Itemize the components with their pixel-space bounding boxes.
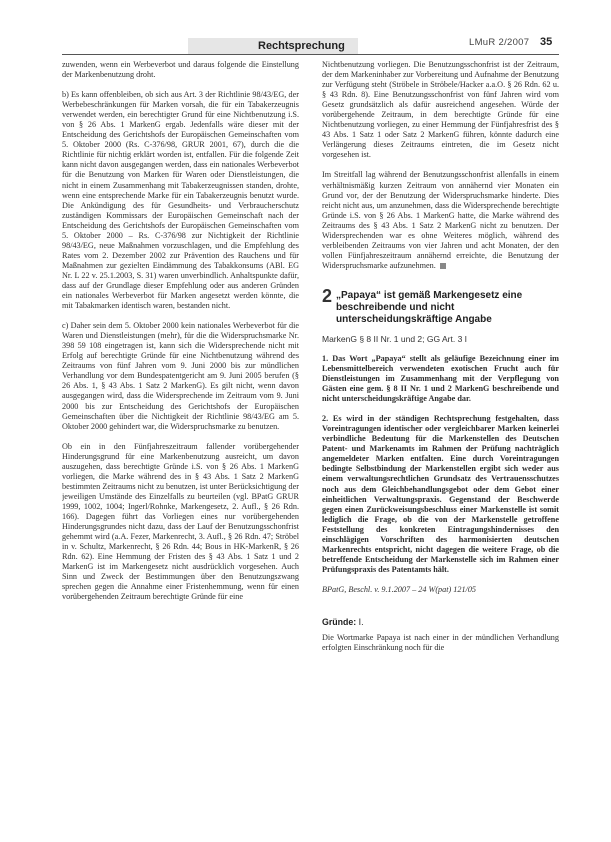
section-title-text: „Papaya“ ist gemäß Markengesetz eine beschreibende und nicht unterscheidungskräftige Angabe xyxy=(336,289,523,325)
section-number: 2 xyxy=(322,285,333,306)
reasons-numeral: I. xyxy=(358,616,364,627)
decision-citation: BPatG, Beschl. v. 9.1.2007 – 24 W(pat) 121/05 xyxy=(322,584,477,594)
header-rule xyxy=(62,54,559,55)
headnote: 2. Es wird in der ständigen Rechtsprechung festgehalten, dass Voreintragungen identischer oder vergleichbarer Marken keinerlei verbindliche Bedeutung für die Markenstellen des Deutschen Patent- und Markenamts im Rahmen der Prüfung nachträglich angemeldeter Marken entfalten. Eine durch Voreintragungen bedingte Selbstbindung der Markenstellen ergibt sich weder aus einem verwaltungsrechtlichen Grundsatz des Vertrauensschutzes noch aus dem Gleichbehandlungsgebot oder dem Gebot einer einheitlichen Verwaltungspraxis. Gegenstand der Beschwerde gegen einen Zurückweisungsbeschluss einer Markenstelle ist somit lediglich die Frage, ob die von der Markenstelle getroffene Feststellung des konkreten Eintragungshindernisses den einschlägigen Vorschriften des harmonisierten deutschen Markenrechts entspricht, nicht dagegen die weitere Frage, ob die betreffende Entscheidung der Markenstelle sich im Rahmen einer Prüfungspraxis des Patentamts hält. xyxy=(322,414,559,574)
headnote: 1. Das Wort „Papaya“ stellt als geläufige Bezeichnung einer im Lebensmittelbereich verwendeten exotischen Frucht auch für Dienstleistungen im Zusammenhang mit der Verpflegung von Gästen eine gem. § 8 II Nr. 1 und 2 MarkenG beschreibende und nicht unterscheidungskräftige Angabe dar. xyxy=(322,353,559,404)
reasons-heading xyxy=(322,617,559,627)
body-paragraph: c) Daher sein dem 5. Oktober 2000 kein nationales Werbeverbot für die Waren und Dienstleistungen (mehr), für die die Widerspruchsmarke Nr. 398 59 108 eingetragen ist, kann sich die Widersprechende nicht mit Erfolg auf berechtigte Gründe für eine Nichtbenutzung während des Zeitraums von fünf Jahren vom 9. Juni 2000 bis zur mündlichen Verhandlung vor dem Bundespatentgericht am 9. Juni 2005 berufen (§ 26 Abs. 1, § 43 Abs. 1 Satz 2 MarkenG). Es gilt nicht, wenn davon ausgegangen wird, dass die Widersprechende im Zeitraum vom 9. Juni 2000 bis zur Entscheidung des Gerichtshofs der Europäischen Gemeinschaften über die Nichtigkeit der Richtlinie 98/43/EG am 5. Oktober 2000 gehindert war, die Widerspruchsmarke zu benutzen. xyxy=(62,321,299,431)
journal-reference: LMuR 2/2007 xyxy=(469,37,530,48)
section-title: Rechtsprechung xyxy=(258,40,345,52)
body-paragraph: Die Wortmarke Papaya ist nach einer in der mündlichen Verhandlung erfolgten Einschränkung noch für die xyxy=(322,632,559,652)
body-paragraph-text: Im Streitfall lag während der Benutzungsschonfrist allenfalls in einem verhältnismäßig kurzen Zeitraum von annähernd vier Monaten ein Grund vor, der der Benutzung der Widerspruchsmarke hinderte. Dies reicht nicht aus, um anzunehmen, dass die Widersprechende berechtigte Gründe i.S. von § 26 Abs. 1 MarkenG hatte, die Marke während des Zeitraums des § 43 Abs. 1 Satz 2 MarkenG nicht zu benutzen. Der Widersprechenden war es ohne Weiteres möglich, während des verbleibenden Zeitraums von vier Jahren und acht Monaten, der den vollen Fünfjahreszeitraum annähernd erreichte, die Benutzung der Widerspruchsmarke aufzunehmen. xyxy=(322,170,559,270)
page-number: 35 xyxy=(540,36,553,48)
legal-norms: MarkenG § 8 II Nr. 1 und 2; GG Art. 3 I xyxy=(322,333,468,344)
left-column xyxy=(62,60,299,836)
end-of-article-mark xyxy=(440,263,446,269)
page-header xyxy=(0,0,611,60)
body-paragraph: zuwenden, wenn ein Werbeverbot und daraus folgende die Einstellung der Markenbenutzung droht. xyxy=(62,60,299,80)
body-paragraph: Ob ein in den Fünfjahreszeitraum fallender vorübergehender Hinderungsgrund für eine Markenbenutzung ausreicht, um davon auszugehen, dass berechtigte Gründe i.S. von § 26 Abs. 1 MarkenG vorliegen, die Marke während des in § 43 Abs. 1 Satz 2 MarkenG bestimmten Zeitraums nicht zu benutzen, ist unter Berücksichtigung der jeweiligen Umstände des Einzelfalls zu beurteilen (vgl. BPatG GRUR 1999, 1002, 1004; Ingerl/Rohnke, Markengesetz, 2. Aufl., § 26 Rdn. 166). Dagegen führt das Vorliegen eines nur vorübergehenden Hinderungsgrundes nicht dazu, dass der Lauf der Benutzungsschonfrist gehemmt wird (a.A. Fezer, Markenrecht, 3. Aufl., § 26 Rdn. 47; Ströbel in v. Schultz, Markenrecht, § 26 Rdn. 44; Bous in HK-MarkenR, § 26 Rdn. 62). Eine Hemmung der Fristen des § 43 Abs. 1 Satz 1 und 2 MarkenG ist im Markengesetz nicht ausdrücklich vorgesehen. Auch Sinn und Zweck der Bestimmungen über den Benutzungszwang sprechen gegen die Annahme einer Fristenhemmung, wenn für einen vorübergehenden Zeitraum berechtigte Gründe für eine xyxy=(62,441,299,602)
section-heading xyxy=(322,287,559,326)
body-paragraph: Nichtbenutzung vorliegen. Die Benutzungsschonfrist ist der Zeitraum, der dem Markeninhaber zur Vorbereitung und Aufnahme der Benutzung zur Verfügung steht (Ströbele in Ströbele/Hacker a.a.O. § 26 Rdn. 62 u. § 43 Rdn. 8). Eine Benutzungsschonfrist von fünf Jahren wird vom Gesetz grundsätzlich als dafür ausreichend angesehen. Würde der vorübergehende Zeitraum, in dem berechtigte Gründe für eine Nichtbenutzung vorliegen, zu einer Hemmung der Fünfjahresfrist des § 43 Abs. 1 Satz 1 oder Satz 2 MarkenG führen, könnte dadurch eine Verlängerung dieses Zeitraums eintreten, die im Gesetz nicht vorgesehen ist. xyxy=(322,60,559,160)
body-paragraph xyxy=(322,170,559,270)
reasons-label: Gründe: xyxy=(322,616,357,627)
right-column xyxy=(322,60,559,836)
body-paragraph: b) Es kann offenbleiben, ob sich aus Art. 3 der Richtlinie 98/43/EG, der Werbebeschränkungen für Marken vorsah, die für ein Tabakerzeugnis verwendet werden, ein berechtigter Grund für eine Nichtbenutzung i.S. von § 26 Abs. 1 MarkenG ergab. Jedenfalls wäre dieser mit der Entscheidung des Gerichtshofs der Europäischen Gemeinschaften vom 5. Oktober 2000 (Rs. C-376/98, GRUR 2001, 67), durch die die Richtlinie für nichtig erklärt worden ist, entfallen. Für die folgende Zeit kann nicht davon ausgegangen werden, dass ein nationales Werbeverbot für die Benutzung von Marken für Waren oder Dienstleistungen, die nicht in einem Zusammenhang mit Tabakerzeugnissen standen, drohte, wenn eine entsprechende Marke für ein Tabakerzeugnis benutzt wurde. Die Ankündigung des für Gesundheits- und Verbraucherschutz zuständigen Kommissars der Europäischen Gemeinschaft nach der Entscheidung des Gerichtshofs der Europäischen Gemeinschaften vom 5. Oktober 2000 – Rs. C-376/98 zur Nichtigkeit der Richtlinie 98/43/EG, neue Maßnahmen vorzuschlagen, und die Empfehlung des Rates vom 2. Dezember 2002 zur Prävention des Rauchens und für Maßnahmen zur gezielten Eindämmung des Tabakkonsums (ABl. EG Nr. L 22 v. 25.1.2003, S. 31) waren unverbindlich. Anhaltspunkte dafür, dass auf der Grundlage dieser Empfehlung oder aus anderen Gründen ein nationales Werbeverbot für Marken angesetzt werden könnte, die mit Tabakmarken identisch waren, bestanden nicht. xyxy=(62,90,299,311)
